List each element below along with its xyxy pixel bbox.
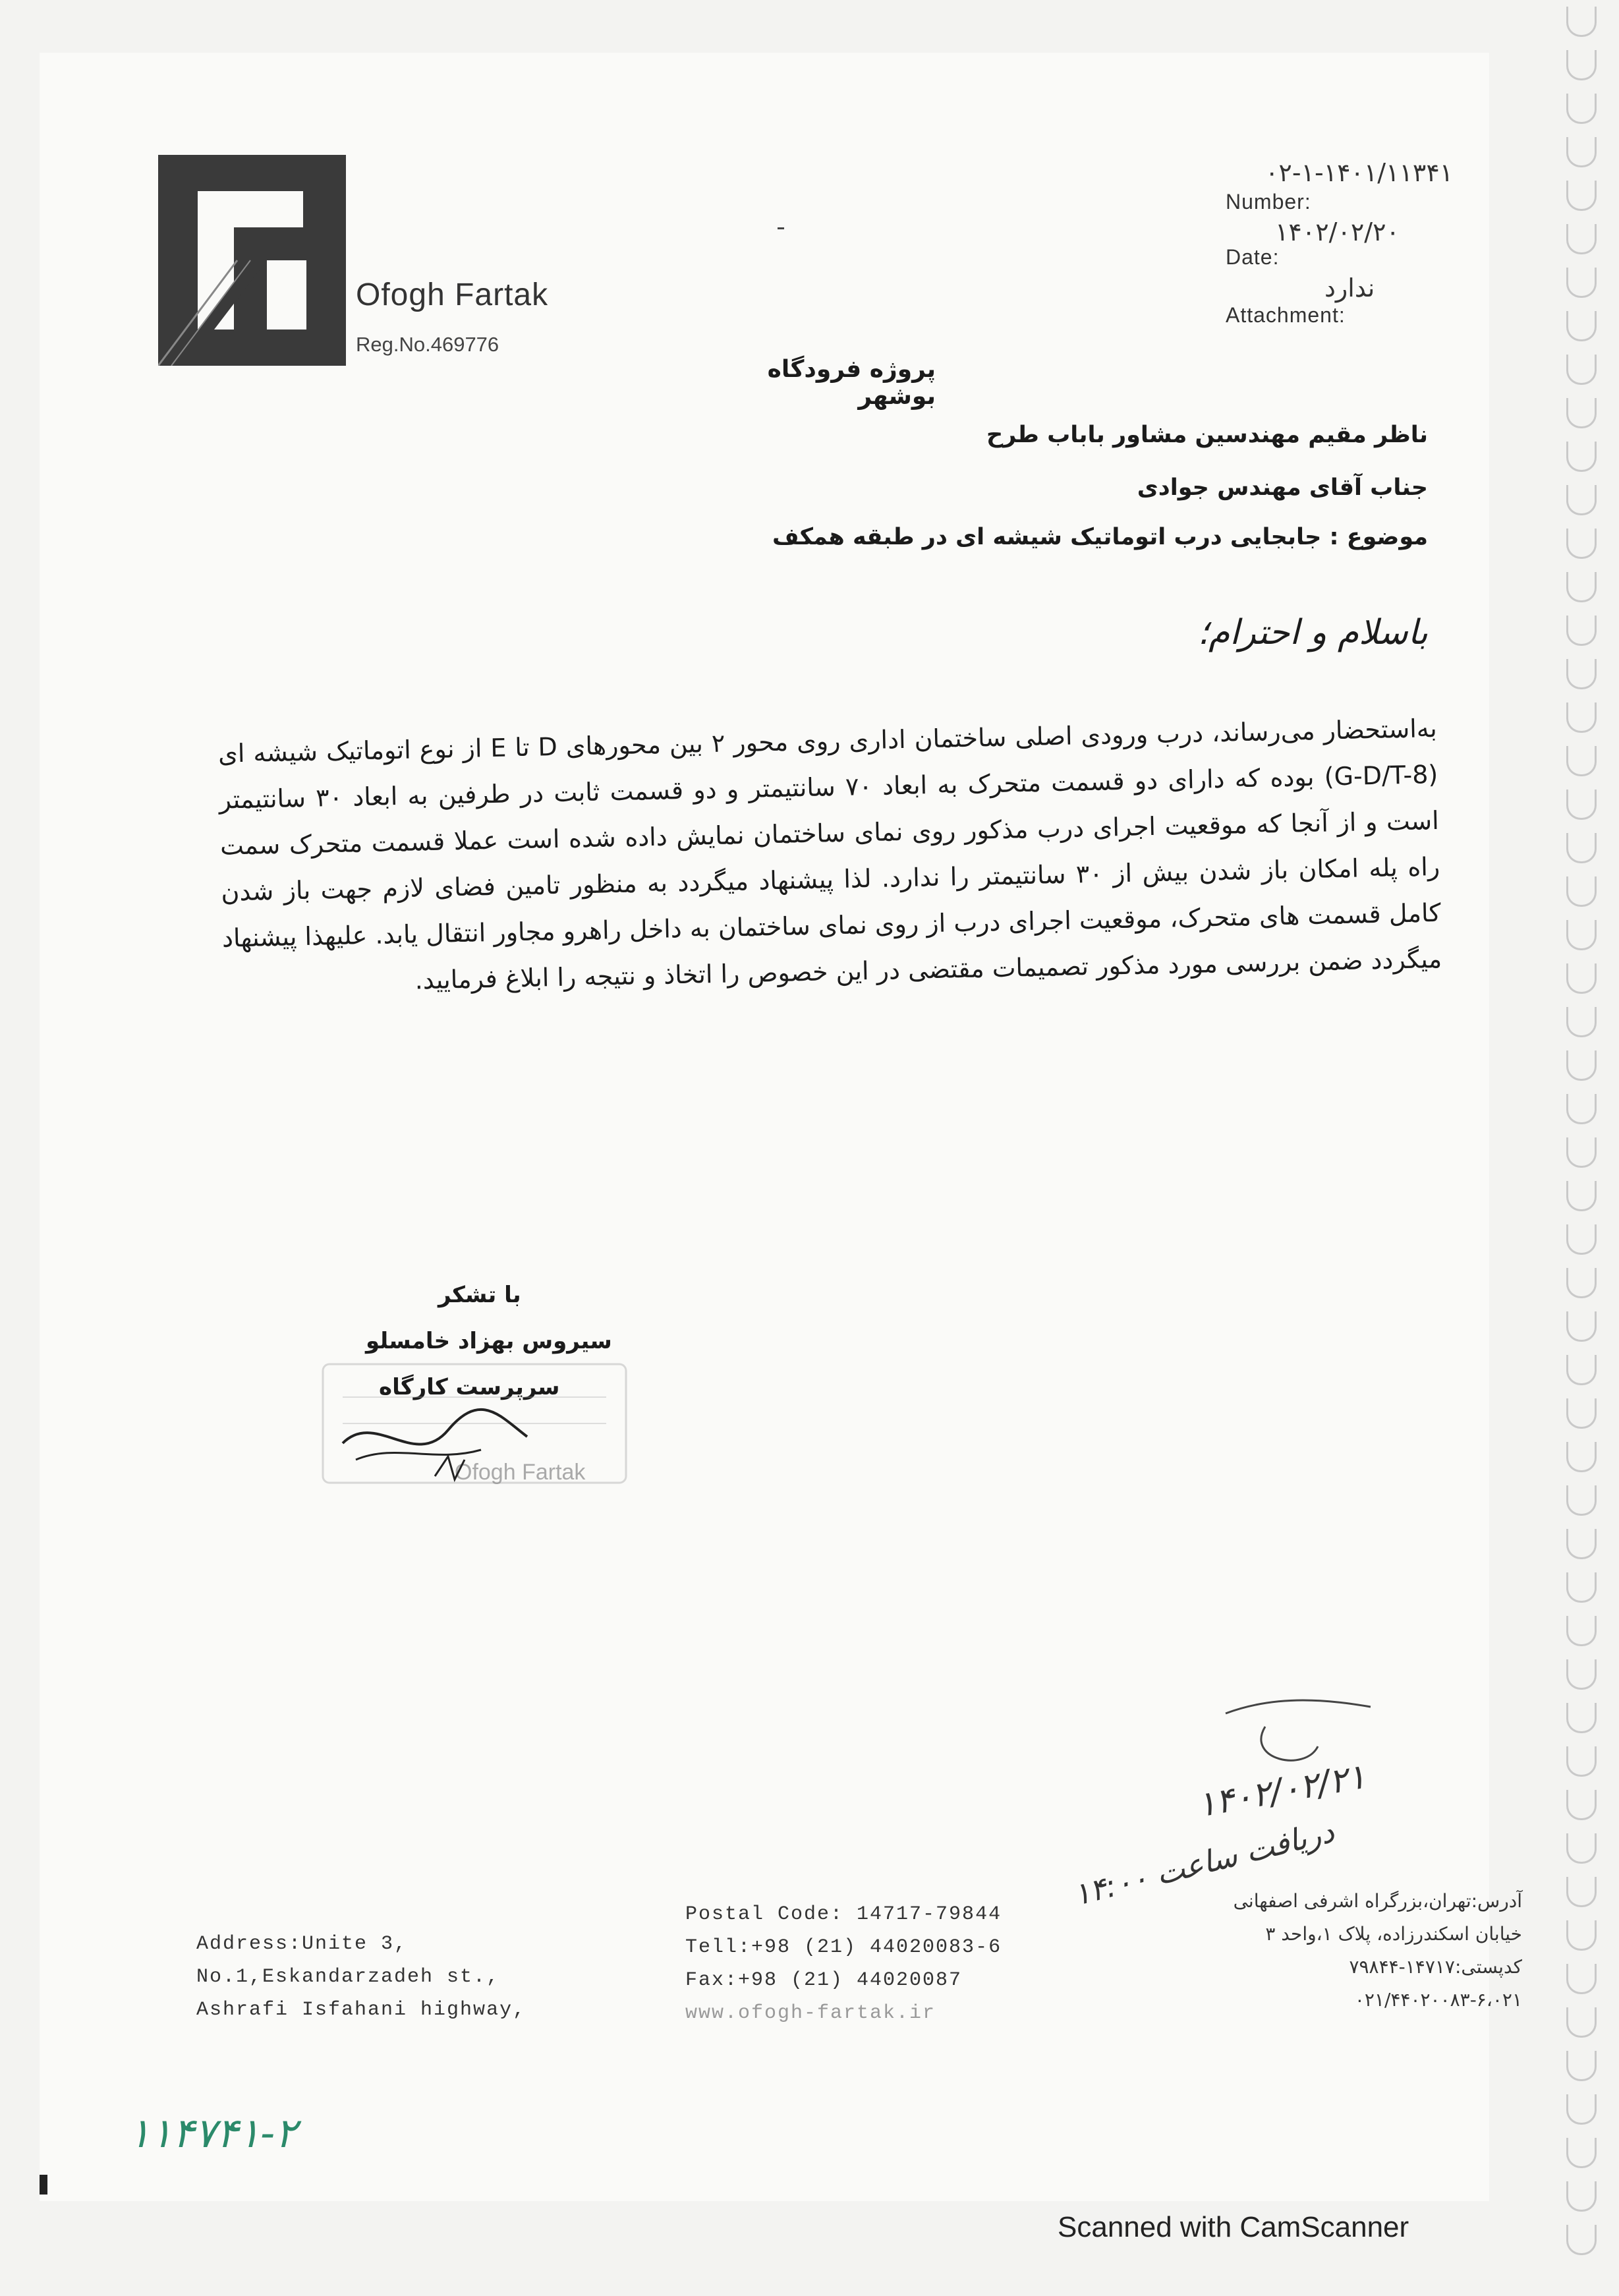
- binding-ring: [1566, 1746, 1597, 1777]
- binding-ring: [1566, 2181, 1597, 2212]
- document-id: ۱۱۴۷۴۱-۲: [128, 2109, 297, 2157]
- binding-ring: [1566, 1572, 1597, 1603]
- footer-address-fa: [1186, 1885, 1522, 2017]
- binding-ring: [1566, 1659, 1597, 1690]
- date-label: Date:: [1226, 245, 1280, 269]
- address-line-fa: آدرس:تهران،بزرگراه اشرفی اصفهانی: [1233, 1890, 1522, 1912]
- company-logo: [158, 155, 346, 366]
- binding-ring: [1566, 1050, 1597, 1081]
- binding-ring: [1566, 181, 1597, 211]
- binding-ring: [1566, 703, 1597, 733]
- binding-ring: [1566, 1877, 1597, 1907]
- binding-ring: [1566, 529, 1597, 559]
- binding-ring: [1566, 1703, 1597, 1733]
- binding-ring: [1566, 746, 1597, 776]
- postal-code: Postal Code: 14717-79844: [685, 1903, 1002, 1926]
- footer-contact: [685, 1898, 1002, 2030]
- binding-ring: [1566, 1355, 1597, 1385]
- binding-ring: [1566, 616, 1597, 646]
- telephone: Tell:+98 (21) 44020083-6: [685, 1936, 1002, 1959]
- binding-ring: [1566, 94, 1597, 124]
- greeting: باسلام و احترام؛: [1197, 613, 1428, 652]
- postal-code-fa: کدپستی:۱۴۷۱۷-۷۹۸۴۴: [1349, 1956, 1522, 1978]
- addressee-line-1: ناظر مقیم مهندسین مشاور باباب طرح: [986, 422, 1428, 448]
- website: www.ofogh-fartak.ir: [685, 2002, 936, 2024]
- binding-ring: [1566, 2051, 1597, 2081]
- handwritten-signature: [336, 1397, 534, 1489]
- binding-ring: [1566, 1398, 1597, 1429]
- binding-ring: [1566, 355, 1597, 385]
- scanner-watermark: Scanned with CamScanner: [1058, 2211, 1409, 2243]
- binding-ring: [1566, 789, 1597, 820]
- binding-ring: [1566, 963, 1597, 994]
- subject-line: موضوع : جابجایی درب اتوماتیک شیشه ای در طبقه همکف: [772, 524, 1428, 550]
- phone-fa: ۰۲۱/۴۴۰۲۰۰۸۳-۶،۰۲۱: [1354, 1989, 1522, 2011]
- registration-number: Reg.No.469776: [356, 333, 499, 356]
- binding-ring: [1566, 398, 1597, 428]
- binding-ring: [1566, 572, 1597, 602]
- binding-ring: [1566, 1616, 1597, 1646]
- binding-ring: [1566, 224, 1597, 254]
- number-label: Number:: [1226, 190, 1311, 214]
- binding-ring: [1566, 2007, 1597, 2038]
- binding-ring: [1566, 833, 1597, 863]
- receipt-date: ۱۴۰۲/۰۲/۲۱: [1194, 1756, 1369, 1825]
- binding-ring: [1566, 485, 1597, 515]
- letter-body: به‌استحضار می‌رساند، درب ورودی اصلی ساختمان اداری روی محور ۲ بین محورهای D تا E از نوع اتوماتیک شیشه ای (G-D/T-8) بوده که دارای دو قسمت متحرک به ابعاد ۷۰ سانتیمتر و دو قسمت ثابت در طرفین به ابعاد ۳۰ سانتیمتر است و از آنجا که موقعیت اجرای درب مذکور روی نمای ساختمان نمایش داده شده است عملا قسمت متحرک سمت راه پله امکان باز شدن بیش از ۳۰ سانتیمتر را ندارد. لذا پیشنهاد میگردد به منظور تامین فضای لازم جهت باز شدن کامل قسمت های متحرک، موقعیت اجرای درب از روی نمای ساختمان به داخل راهرو مجاور انتقال یابد. علیهذا پیشنهاد میگردد ضمن بررسی مورد مذکور تصمیمات مقتضی در این خصوص را اتخاذ و نتیجه را ابلاغ فرمایید.: [217, 713, 1442, 995]
- address-line-fa: خیابان اسکندرزاده، پلاک ۱،واحد ۳: [1265, 1923, 1522, 1945]
- binding-ring: [1566, 920, 1597, 950]
- number-value: ۰۲-۱-۱۴۰۱/۱۱۳۴۱: [1265, 158, 1454, 187]
- scan-mark: [40, 2175, 47, 2195]
- signer-name: سیروس بهزاد خامسلو: [366, 1328, 612, 1354]
- binding-ring: [1566, 1224, 1597, 1255]
- address-line: Ashrafi Isfahani highway,: [196, 1999, 526, 2021]
- project-title: پروژه فرودگاه بوشهر: [767, 356, 936, 410]
- addressee-line-2: جناب آقای مهندس جوادی: [1137, 474, 1428, 501]
- binding-ring: [1566, 1964, 1597, 1994]
- stamp-text: Ofogh Fartak: [455, 1460, 586, 1485]
- binding-ring: [1566, 1790, 1597, 1820]
- binding-ring: [1566, 7, 1597, 37]
- footer-address-en: [196, 1928, 526, 2026]
- fax: Fax:+98 (21) 44020087: [685, 1969, 963, 1992]
- binding-ring: [1566, 659, 1597, 689]
- address-line: Address:Unite 3,: [196, 1933, 408, 1955]
- spiral-binding: [1560, 0, 1606, 2296]
- address-line: No.1,Eskandarzadeh st.,: [196, 1966, 500, 1988]
- binding-ring: [1566, 2138, 1597, 2168]
- date-value: ۱۴۰۲/۰۲/۲۰: [1275, 217, 1400, 246]
- binding-ring: [1566, 876, 1597, 907]
- binding-ring: [1566, 268, 1597, 298]
- binding-ring: [1566, 1137, 1597, 1168]
- binding-ring: [1566, 1007, 1597, 1037]
- binding-ring: [1566, 50, 1597, 80]
- signer-title: سرپرست کارگاه: [379, 1374, 560, 1400]
- binding-ring: [1566, 442, 1597, 472]
- attachment-label: Attachment:: [1226, 303, 1346, 327]
- binding-ring: [1566, 2225, 1597, 2255]
- binding-ring: [1566, 1181, 1597, 1211]
- binding-ring: [1566, 1094, 1597, 1124]
- binding-ring: [1566, 1311, 1597, 1342]
- attachment-value: ندارد: [1324, 273, 1375, 302]
- binding-ring: [1566, 1833, 1597, 1864]
- binding-ring: [1566, 311, 1597, 341]
- divider: [778, 227, 784, 229]
- receipt-time: دریافت ساعت ۱۴:۰۰: [1069, 1813, 1338, 1913]
- binding-ring: [1566, 2094, 1597, 2125]
- binding-ring: [1566, 137, 1597, 167]
- binding-ring: [1566, 1268, 1597, 1298]
- binding-ring: [1566, 1529, 1597, 1559]
- binding-ring: [1566, 1485, 1597, 1516]
- company-name: Ofogh Fartak: [356, 277, 549, 312]
- closing: با تشکر: [438, 1282, 521, 1308]
- binding-ring: [1566, 1920, 1597, 1951]
- binding-ring: [1566, 1442, 1597, 1472]
